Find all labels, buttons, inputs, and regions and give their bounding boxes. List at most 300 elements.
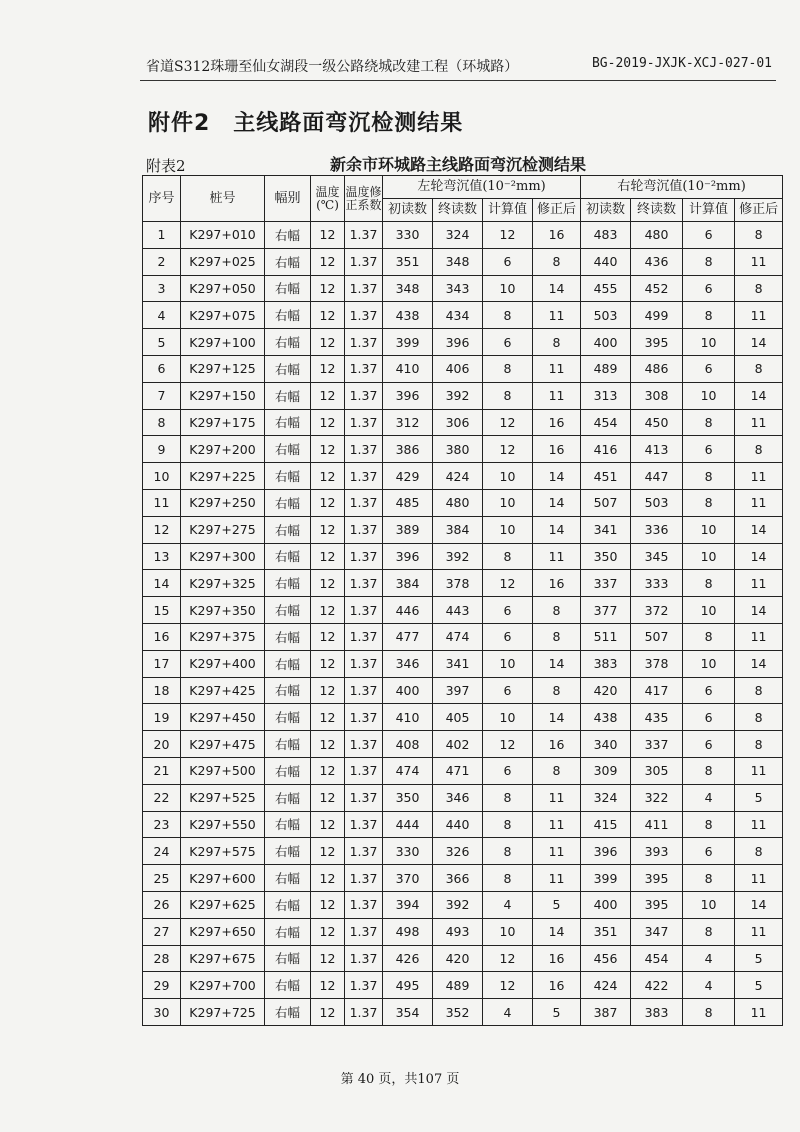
cell-left-calc: 6 — [483, 623, 533, 650]
table-row — [143, 838, 783, 865]
cell-temp: 12 — [311, 704, 345, 731]
table-row — [143, 945, 783, 972]
table-row — [143, 999, 783, 1026]
cell-left-corrected: 8 — [533, 248, 581, 275]
cell-right-corrected: 11 — [735, 248, 783, 275]
cell-right-calc: 8 — [683, 757, 735, 784]
cell-temp-coef: 1.37 — [345, 731, 383, 758]
cell-right-corrected: 14 — [735, 382, 783, 409]
cell-temp: 12 — [311, 838, 345, 865]
cell-right-final: 436 — [631, 248, 683, 275]
cell-left-corrected: 8 — [533, 623, 581, 650]
cell-right-corrected: 8 — [735, 731, 783, 758]
cell-right-corrected: 8 — [735, 275, 783, 302]
cell-side: 右幅 — [265, 838, 311, 865]
cell-left-calc: 12 — [483, 409, 533, 436]
cell-right-final: 499 — [631, 302, 683, 329]
cell-side: 右幅 — [265, 463, 311, 490]
cell-temp: 12 — [311, 731, 345, 758]
cell-right-final: 378 — [631, 650, 683, 677]
cell-left-final: 397 — [433, 677, 483, 704]
cell-temp: 12 — [311, 222, 345, 249]
cell-seq: 7 — [143, 382, 181, 409]
cell-left-final: 343 — [433, 275, 483, 302]
col-temp-coef: 温度修正系数 — [345, 176, 383, 222]
cell-left-corrected: 16 — [533, 222, 581, 249]
cell-temp-coef: 1.37 — [345, 543, 383, 570]
cell-station: K297+475 — [181, 731, 265, 758]
cell-left-calc: 10 — [483, 650, 533, 677]
cell-station: K297+325 — [181, 570, 265, 597]
table-row — [143, 784, 783, 811]
cell-left-initial: 446 — [383, 597, 433, 624]
cell-seq: 18 — [143, 677, 181, 704]
cell-temp-coef: 1.37 — [345, 248, 383, 275]
cell-right-corrected: 14 — [735, 329, 783, 356]
cell-right-final: 393 — [631, 838, 683, 865]
cell-left-final: 396 — [433, 329, 483, 356]
cell-right-corrected: 14 — [735, 597, 783, 624]
cell-temp: 12 — [311, 865, 345, 892]
cell-temp: 12 — [311, 436, 345, 463]
cell-station: K297+175 — [181, 409, 265, 436]
cell-temp: 12 — [311, 757, 345, 784]
cell-temp-coef: 1.37 — [345, 784, 383, 811]
table-row — [143, 757, 783, 784]
cell-left-initial: 348 — [383, 275, 433, 302]
cell-right-calc: 6 — [683, 731, 735, 758]
cell-left-corrected: 16 — [533, 409, 581, 436]
cell-right-initial: 400 — [581, 329, 631, 356]
cell-left-initial: 396 — [383, 382, 433, 409]
cell-seq: 28 — [143, 945, 181, 972]
cell-left-calc: 6 — [483, 597, 533, 624]
cell-left-final: 392 — [433, 382, 483, 409]
table-row — [143, 329, 783, 356]
cell-left-calc: 8 — [483, 838, 533, 865]
col-left-final: 终读数 — [433, 199, 483, 222]
cell-seq: 17 — [143, 650, 181, 677]
cell-right-initial: 483 — [581, 222, 631, 249]
col-temp: 温度(℃) — [311, 176, 345, 222]
cell-right-final: 417 — [631, 677, 683, 704]
cell-right-initial: 420 — [581, 677, 631, 704]
cell-temp: 12 — [311, 275, 345, 302]
cell-temp-coef: 1.37 — [345, 355, 383, 382]
cell-right-initial: 455 — [581, 275, 631, 302]
cell-right-corrected: 8 — [735, 436, 783, 463]
cell-left-corrected: 16 — [533, 731, 581, 758]
cell-right-final: 345 — [631, 543, 683, 570]
cell-left-initial: 485 — [383, 489, 433, 516]
cell-right-initial: 341 — [581, 516, 631, 543]
cell-side: 右幅 — [265, 784, 311, 811]
cell-right-corrected: 8 — [735, 704, 783, 731]
cell-left-calc: 10 — [483, 704, 533, 731]
table-row — [143, 731, 783, 758]
cell-station: K297+050 — [181, 275, 265, 302]
cell-station: K297+025 — [181, 248, 265, 275]
cell-right-calc: 6 — [683, 704, 735, 731]
cell-left-final: 434 — [433, 302, 483, 329]
cell-left-corrected: 16 — [533, 436, 581, 463]
cell-seq: 6 — [143, 355, 181, 382]
cell-left-final: 384 — [433, 516, 483, 543]
cell-left-calc: 12 — [483, 945, 533, 972]
cell-left-calc: 6 — [483, 677, 533, 704]
cell-left-corrected: 16 — [533, 945, 581, 972]
cell-right-initial: 324 — [581, 784, 631, 811]
cell-side: 右幅 — [265, 623, 311, 650]
cell-seq: 9 — [143, 436, 181, 463]
cell-right-calc: 8 — [683, 811, 735, 838]
col-left-group: 左轮弯沉值(10⁻²mm) — [383, 176, 581, 199]
cell-left-initial: 426 — [383, 945, 433, 972]
cell-station: K297+350 — [181, 597, 265, 624]
cell-right-initial: 387 — [581, 999, 631, 1026]
cell-temp: 12 — [311, 999, 345, 1026]
cell-right-final: 480 — [631, 222, 683, 249]
table-row — [143, 650, 783, 677]
cell-temp-coef: 1.37 — [345, 865, 383, 892]
cell-right-initial: 309 — [581, 757, 631, 784]
cell-temp: 12 — [311, 891, 345, 918]
cell-left-corrected: 14 — [533, 650, 581, 677]
cell-station: K297+225 — [181, 463, 265, 490]
cell-temp: 12 — [311, 918, 345, 945]
cell-left-final: 341 — [433, 650, 483, 677]
cell-side: 右幅 — [265, 543, 311, 570]
cell-right-corrected: 14 — [735, 543, 783, 570]
cell-left-corrected: 5 — [533, 999, 581, 1026]
cell-right-initial: 511 — [581, 623, 631, 650]
cell-right-corrected: 8 — [735, 677, 783, 704]
cell-right-final: 503 — [631, 489, 683, 516]
col-right-calc: 计算值 — [683, 199, 735, 222]
table-row — [143, 704, 783, 731]
cell-temp-coef: 1.37 — [345, 945, 383, 972]
cell-right-corrected: 11 — [735, 489, 783, 516]
cell-right-final: 411 — [631, 811, 683, 838]
cell-left-initial: 429 — [383, 463, 433, 490]
table-row — [143, 248, 783, 275]
cell-right-final: 333 — [631, 570, 683, 597]
cell-right-final: 447 — [631, 463, 683, 490]
cell-left-calc: 8 — [483, 382, 533, 409]
cell-seq: 25 — [143, 865, 181, 892]
cell-left-final: 471 — [433, 757, 483, 784]
cell-right-corrected: 14 — [735, 516, 783, 543]
cell-left-corrected: 8 — [533, 597, 581, 624]
cell-right-final: 507 — [631, 623, 683, 650]
cell-left-calc: 8 — [483, 543, 533, 570]
cell-side: 右幅 — [265, 677, 311, 704]
cell-left-calc: 6 — [483, 329, 533, 356]
cell-temp-coef: 1.37 — [345, 302, 383, 329]
cell-right-corrected: 11 — [735, 570, 783, 597]
cell-temp-coef: 1.37 — [345, 463, 383, 490]
cell-left-calc: 10 — [483, 489, 533, 516]
table-row — [143, 623, 783, 650]
cell-temp-coef: 1.37 — [345, 597, 383, 624]
table-row — [143, 436, 783, 463]
cell-right-calc: 10 — [683, 329, 735, 356]
cell-side: 右幅 — [265, 811, 311, 838]
cell-left-calc: 4 — [483, 891, 533, 918]
cell-right-initial: 507 — [581, 489, 631, 516]
table-row — [143, 972, 783, 999]
cell-seq: 4 — [143, 302, 181, 329]
cell-left-calc: 8 — [483, 302, 533, 329]
page-footer: 第 40 页，共107 页 — [340, 1072, 460, 1087]
cell-left-calc: 10 — [483, 463, 533, 490]
cell-seq: 8 — [143, 409, 181, 436]
cell-temp-coef: 1.37 — [345, 329, 383, 356]
table-row — [143, 409, 783, 436]
cell-temp-coef: 1.37 — [345, 999, 383, 1026]
cell-right-final: 486 — [631, 355, 683, 382]
cell-left-initial: 474 — [383, 757, 433, 784]
cell-left-corrected: 14 — [533, 516, 581, 543]
table-row — [143, 811, 783, 838]
cell-right-corrected: 11 — [735, 409, 783, 436]
deflection-table — [142, 175, 783, 1026]
cell-seq: 15 — [143, 597, 181, 624]
cell-side: 右幅 — [265, 704, 311, 731]
cell-right-initial: 416 — [581, 436, 631, 463]
cell-left-corrected: 11 — [533, 811, 581, 838]
cell-left-initial: 438 — [383, 302, 433, 329]
table-row — [143, 597, 783, 624]
cell-right-final: 435 — [631, 704, 683, 731]
cell-left-initial: 444 — [383, 811, 433, 838]
table-row — [143, 677, 783, 704]
cell-right-calc: 8 — [683, 570, 735, 597]
cell-left-initial: 330 — [383, 222, 433, 249]
cell-temp: 12 — [311, 650, 345, 677]
cell-right-calc: 10 — [683, 382, 735, 409]
header-divider — [140, 80, 776, 81]
cell-seq: 26 — [143, 891, 181, 918]
cell-seq: 16 — [143, 623, 181, 650]
cell-temp: 12 — [311, 811, 345, 838]
col-left-corrected: 修正后 — [533, 199, 581, 222]
cell-right-calc: 6 — [683, 838, 735, 865]
cell-right-initial: 440 — [581, 248, 631, 275]
cell-left-final: 480 — [433, 489, 483, 516]
table-row — [143, 355, 783, 382]
col-right-corrected: 修正后 — [735, 199, 783, 222]
cell-left-final: 493 — [433, 918, 483, 945]
cell-station: K297+425 — [181, 677, 265, 704]
cell-left-final: 392 — [433, 543, 483, 570]
cell-side: 右幅 — [265, 570, 311, 597]
cell-station: K297+575 — [181, 838, 265, 865]
cell-right-final: 337 — [631, 731, 683, 758]
cell-station: K297+625 — [181, 891, 265, 918]
cell-right-initial: 438 — [581, 704, 631, 731]
cell-right-corrected: 11 — [735, 918, 783, 945]
table-row — [143, 489, 783, 516]
cell-left-corrected: 11 — [533, 543, 581, 570]
cell-seq: 13 — [143, 543, 181, 570]
cell-right-calc: 6 — [683, 222, 735, 249]
cell-side: 右幅 — [265, 222, 311, 249]
col-seq: 序号 — [143, 176, 181, 222]
cell-right-calc: 4 — [683, 784, 735, 811]
cell-right-calc: 10 — [683, 891, 735, 918]
cell-temp: 12 — [311, 784, 345, 811]
cell-left-initial: 312 — [383, 409, 433, 436]
cell-left-initial: 386 — [383, 436, 433, 463]
cell-right-calc: 8 — [683, 302, 735, 329]
col-left-initial: 初读数 — [383, 199, 433, 222]
cell-right-initial: 454 — [581, 409, 631, 436]
cell-left-calc: 6 — [483, 248, 533, 275]
cell-temp-coef: 1.37 — [345, 704, 383, 731]
cell-station: K297+150 — [181, 382, 265, 409]
cell-temp-coef: 1.37 — [345, 382, 383, 409]
cell-right-final: 383 — [631, 999, 683, 1026]
cell-left-calc: 12 — [483, 972, 533, 999]
cell-seq: 23 — [143, 811, 181, 838]
cell-station: K297+125 — [181, 355, 265, 382]
col-side: 幅别 — [265, 176, 311, 222]
cell-right-calc: 8 — [683, 409, 735, 436]
cell-left-calc: 8 — [483, 865, 533, 892]
cell-right-corrected: 14 — [735, 650, 783, 677]
cell-temp: 12 — [311, 677, 345, 704]
cell-right-initial: 340 — [581, 731, 631, 758]
cell-left-final: 402 — [433, 731, 483, 758]
cell-left-calc: 4 — [483, 999, 533, 1026]
cell-left-corrected: 14 — [533, 918, 581, 945]
cell-left-corrected: 11 — [533, 355, 581, 382]
cell-left-final: 474 — [433, 623, 483, 650]
cell-right-final: 422 — [631, 972, 683, 999]
cell-seq: 14 — [143, 570, 181, 597]
cell-left-initial: 384 — [383, 570, 433, 597]
cell-right-initial: 451 — [581, 463, 631, 490]
cell-right-final: 454 — [631, 945, 683, 972]
cell-seq: 12 — [143, 516, 181, 543]
cell-side: 右幅 — [265, 999, 311, 1026]
cell-right-initial: 313 — [581, 382, 631, 409]
cell-seq: 20 — [143, 731, 181, 758]
cell-right-final: 413 — [631, 436, 683, 463]
cell-left-corrected: 5 — [533, 891, 581, 918]
cell-side: 右幅 — [265, 489, 311, 516]
cell-left-corrected: 16 — [533, 972, 581, 999]
cell-right-corrected: 5 — [735, 784, 783, 811]
col-station: 桩号 — [181, 176, 265, 222]
cell-left-calc: 8 — [483, 355, 533, 382]
cell-left-final: 324 — [433, 222, 483, 249]
cell-left-calc: 8 — [483, 784, 533, 811]
cell-left-final: 405 — [433, 704, 483, 731]
cell-side: 右幅 — [265, 248, 311, 275]
cell-left-calc: 12 — [483, 570, 533, 597]
cell-left-corrected: 8 — [533, 677, 581, 704]
cell-right-initial: 350 — [581, 543, 631, 570]
cell-right-initial: 337 — [581, 570, 631, 597]
cell-right-calc: 10 — [683, 650, 735, 677]
cell-seq: 19 — [143, 704, 181, 731]
cell-seq: 27 — [143, 918, 181, 945]
cell-right-corrected: 8 — [735, 838, 783, 865]
cell-temp-coef: 1.37 — [345, 623, 383, 650]
cell-temp: 12 — [311, 945, 345, 972]
cell-station: K297+675 — [181, 945, 265, 972]
cell-left-corrected: 11 — [533, 302, 581, 329]
cell-right-final: 322 — [631, 784, 683, 811]
cell-left-calc: 10 — [483, 918, 533, 945]
cell-station: K297+500 — [181, 757, 265, 784]
cell-right-corrected: 11 — [735, 623, 783, 650]
cell-temp: 12 — [311, 570, 345, 597]
cell-side: 右幅 — [265, 891, 311, 918]
cell-station: K297+100 — [181, 329, 265, 356]
cell-seq: 2 — [143, 248, 181, 275]
cell-right-final: 372 — [631, 597, 683, 624]
cell-left-final: 306 — [433, 409, 483, 436]
cell-right-calc: 4 — [683, 945, 735, 972]
cell-left-final: 489 — [433, 972, 483, 999]
cell-left-calc: 12 — [483, 436, 533, 463]
cell-right-initial: 456 — [581, 945, 631, 972]
cell-side: 右幅 — [265, 650, 311, 677]
cell-left-calc: 8 — [483, 811, 533, 838]
cell-right-initial: 351 — [581, 918, 631, 945]
table-row — [143, 865, 783, 892]
cell-left-initial: 350 — [383, 784, 433, 811]
cell-right-corrected: 11 — [735, 811, 783, 838]
cell-right-corrected: 5 — [735, 945, 783, 972]
cell-left-initial: 354 — [383, 999, 433, 1026]
cell-left-corrected: 11 — [533, 838, 581, 865]
cell-left-corrected: 11 — [533, 382, 581, 409]
cell-left-initial: 396 — [383, 543, 433, 570]
cell-temp: 12 — [311, 543, 345, 570]
cell-right-initial: 424 — [581, 972, 631, 999]
cell-seq: 29 — [143, 972, 181, 999]
cell-left-corrected: 14 — [533, 463, 581, 490]
cell-temp-coef: 1.37 — [345, 891, 383, 918]
cell-left-final: 352 — [433, 999, 483, 1026]
cell-left-calc: 10 — [483, 516, 533, 543]
cell-station: K297+010 — [181, 222, 265, 249]
cell-seq: 5 — [143, 329, 181, 356]
cell-left-final: 392 — [433, 891, 483, 918]
cell-temp: 12 — [311, 463, 345, 490]
cell-right-calc: 10 — [683, 516, 735, 543]
cell-seq: 10 — [143, 463, 181, 490]
cell-station: K297+450 — [181, 704, 265, 731]
cell-seq: 24 — [143, 838, 181, 865]
cell-left-corrected: 8 — [533, 329, 581, 356]
cell-left-initial: 389 — [383, 516, 433, 543]
cell-station: K297+375 — [181, 623, 265, 650]
cell-left-final: 366 — [433, 865, 483, 892]
table-row — [143, 222, 783, 249]
col-right-group: 右轮弯沉值(10⁻²mm) — [581, 176, 783, 199]
cell-right-final: 305 — [631, 757, 683, 784]
cell-station: K297+700 — [181, 972, 265, 999]
cell-temp: 12 — [311, 597, 345, 624]
cell-left-final: 420 — [433, 945, 483, 972]
cell-right-corrected: 11 — [735, 865, 783, 892]
cell-right-calc: 6 — [683, 677, 735, 704]
